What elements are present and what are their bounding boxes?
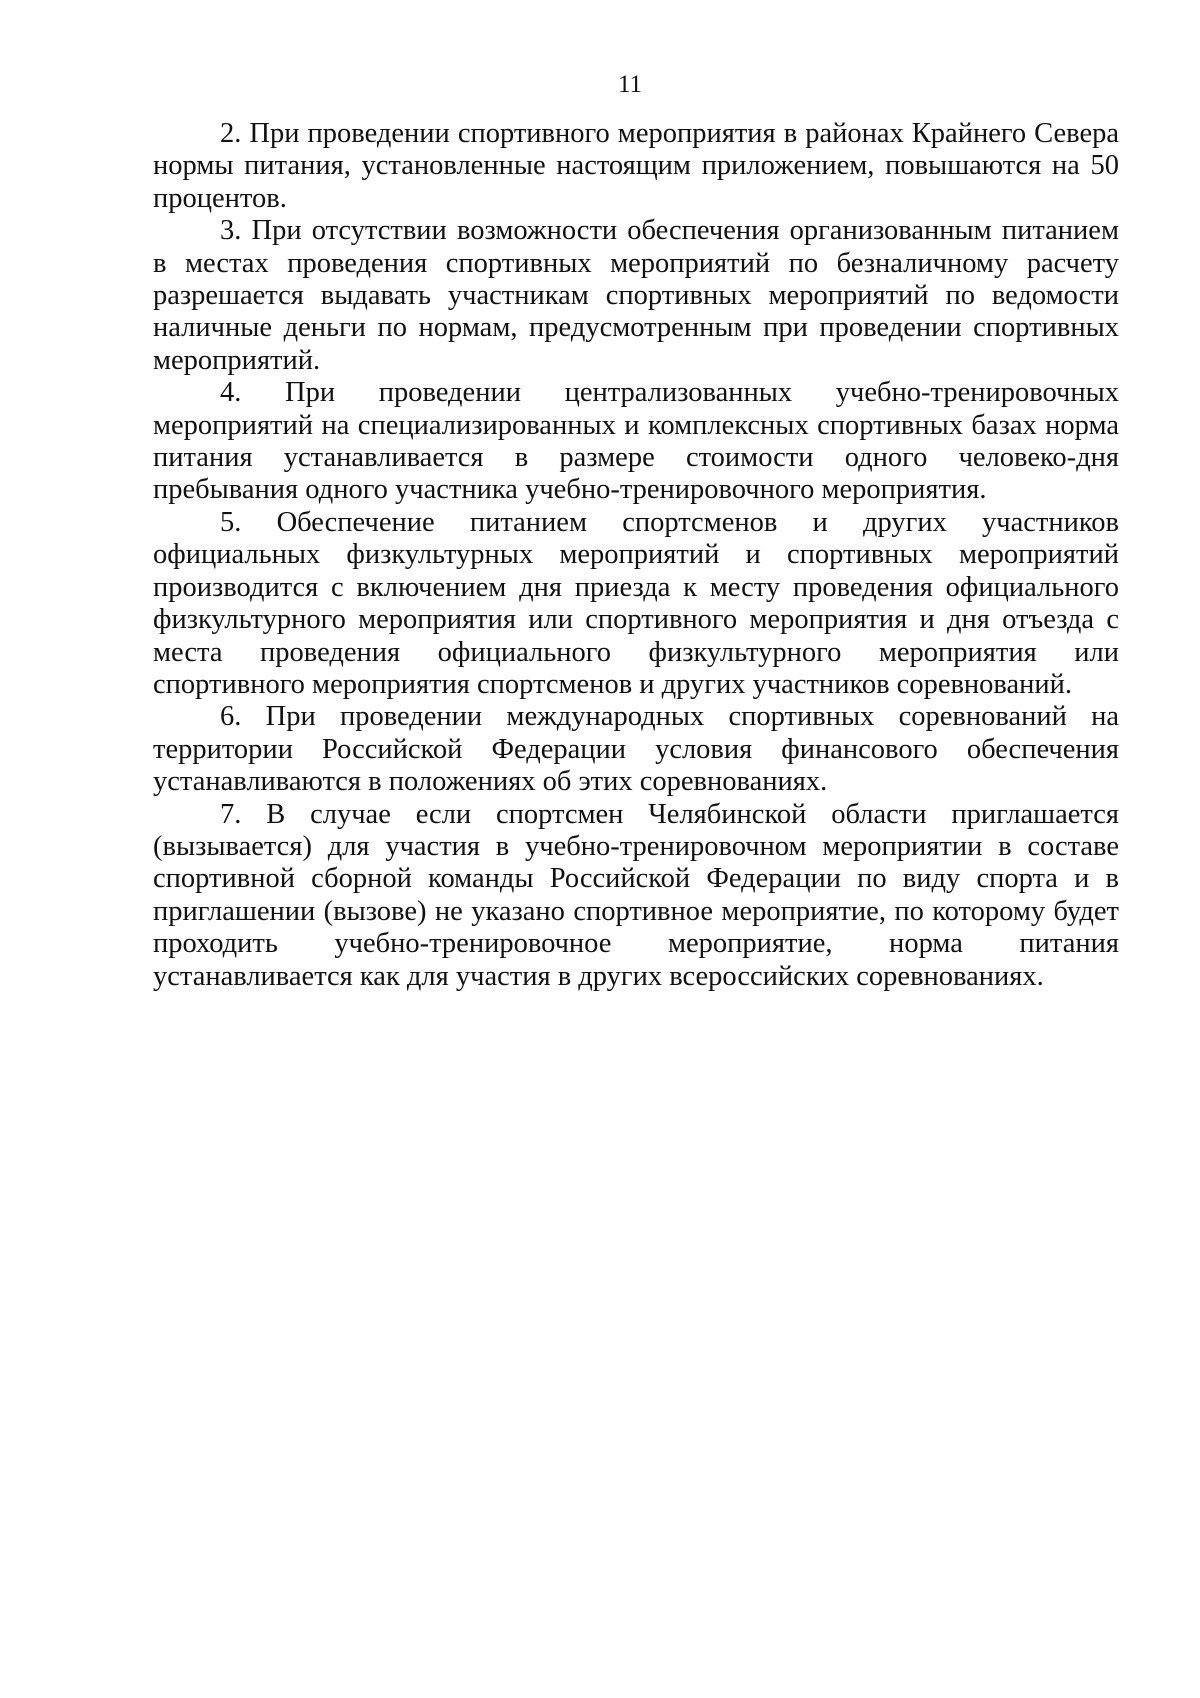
document-body	[153, 118, 1119, 993]
page-number: 11	[617, 71, 643, 98]
paragraph-5: 5. Обеспечение питанием спортсменов и других участников официальных физкультурных мероприятий и спортивных мероприятий производится с включением дня приезда к месту проведения официального физкультурного мероприятия или спортивного мероприятия и дня отъезда с места проведения официального физкультурного мероприятия или спортивного мероприятия спортсменов и других участников соревнований.	[153, 506, 1119, 700]
paragraph-2: 2. При проведении спортивного мероприятия в районах Крайнего Севера нормы питания, установленные настоящим приложением, повышаются на 50 процентов.	[153, 118, 1119, 214]
paragraph-7: 7. В случае если спортсмен Челябинской области приглашается (вызывается) для участия в учебно-тренировочном мероприятии в составе спортивной сборной команды Российской Федерации по виду спорта и в приглашении (вызове) не указано спортивное мероприятие, по которому будет проходить учебно-тренировочное мероприятие, норма питания устанавливается как для участия в других всероссийских соревнованиях.	[153, 798, 1119, 992]
paragraph-4: 4. При проведении централизованных учебно-тренировочных мероприятий на специализированных и комплексных спортивных базах норма питания устанавливается в размере стоимости одного человеко-дня пребывания одного участника учебно-тренировочного мероприятия.	[153, 377, 1119, 506]
paragraph-3: 3. При отсутствии возможности обеспечения организованным питанием в местах проведения спортивных мероприятий по безналичному расчету разрешается выдавать участникам спортивных мероприятий по ведомости наличные деньги по нормам, предусмотренным при проведении спортивных мероприятий.	[153, 215, 1119, 376]
paragraph-6: 6. При проведении международных спортивных соревнований на территории Российской Федерации условия финансового обеспечения устанавливаются в положениях об этих соревнованиях.	[153, 701, 1119, 798]
